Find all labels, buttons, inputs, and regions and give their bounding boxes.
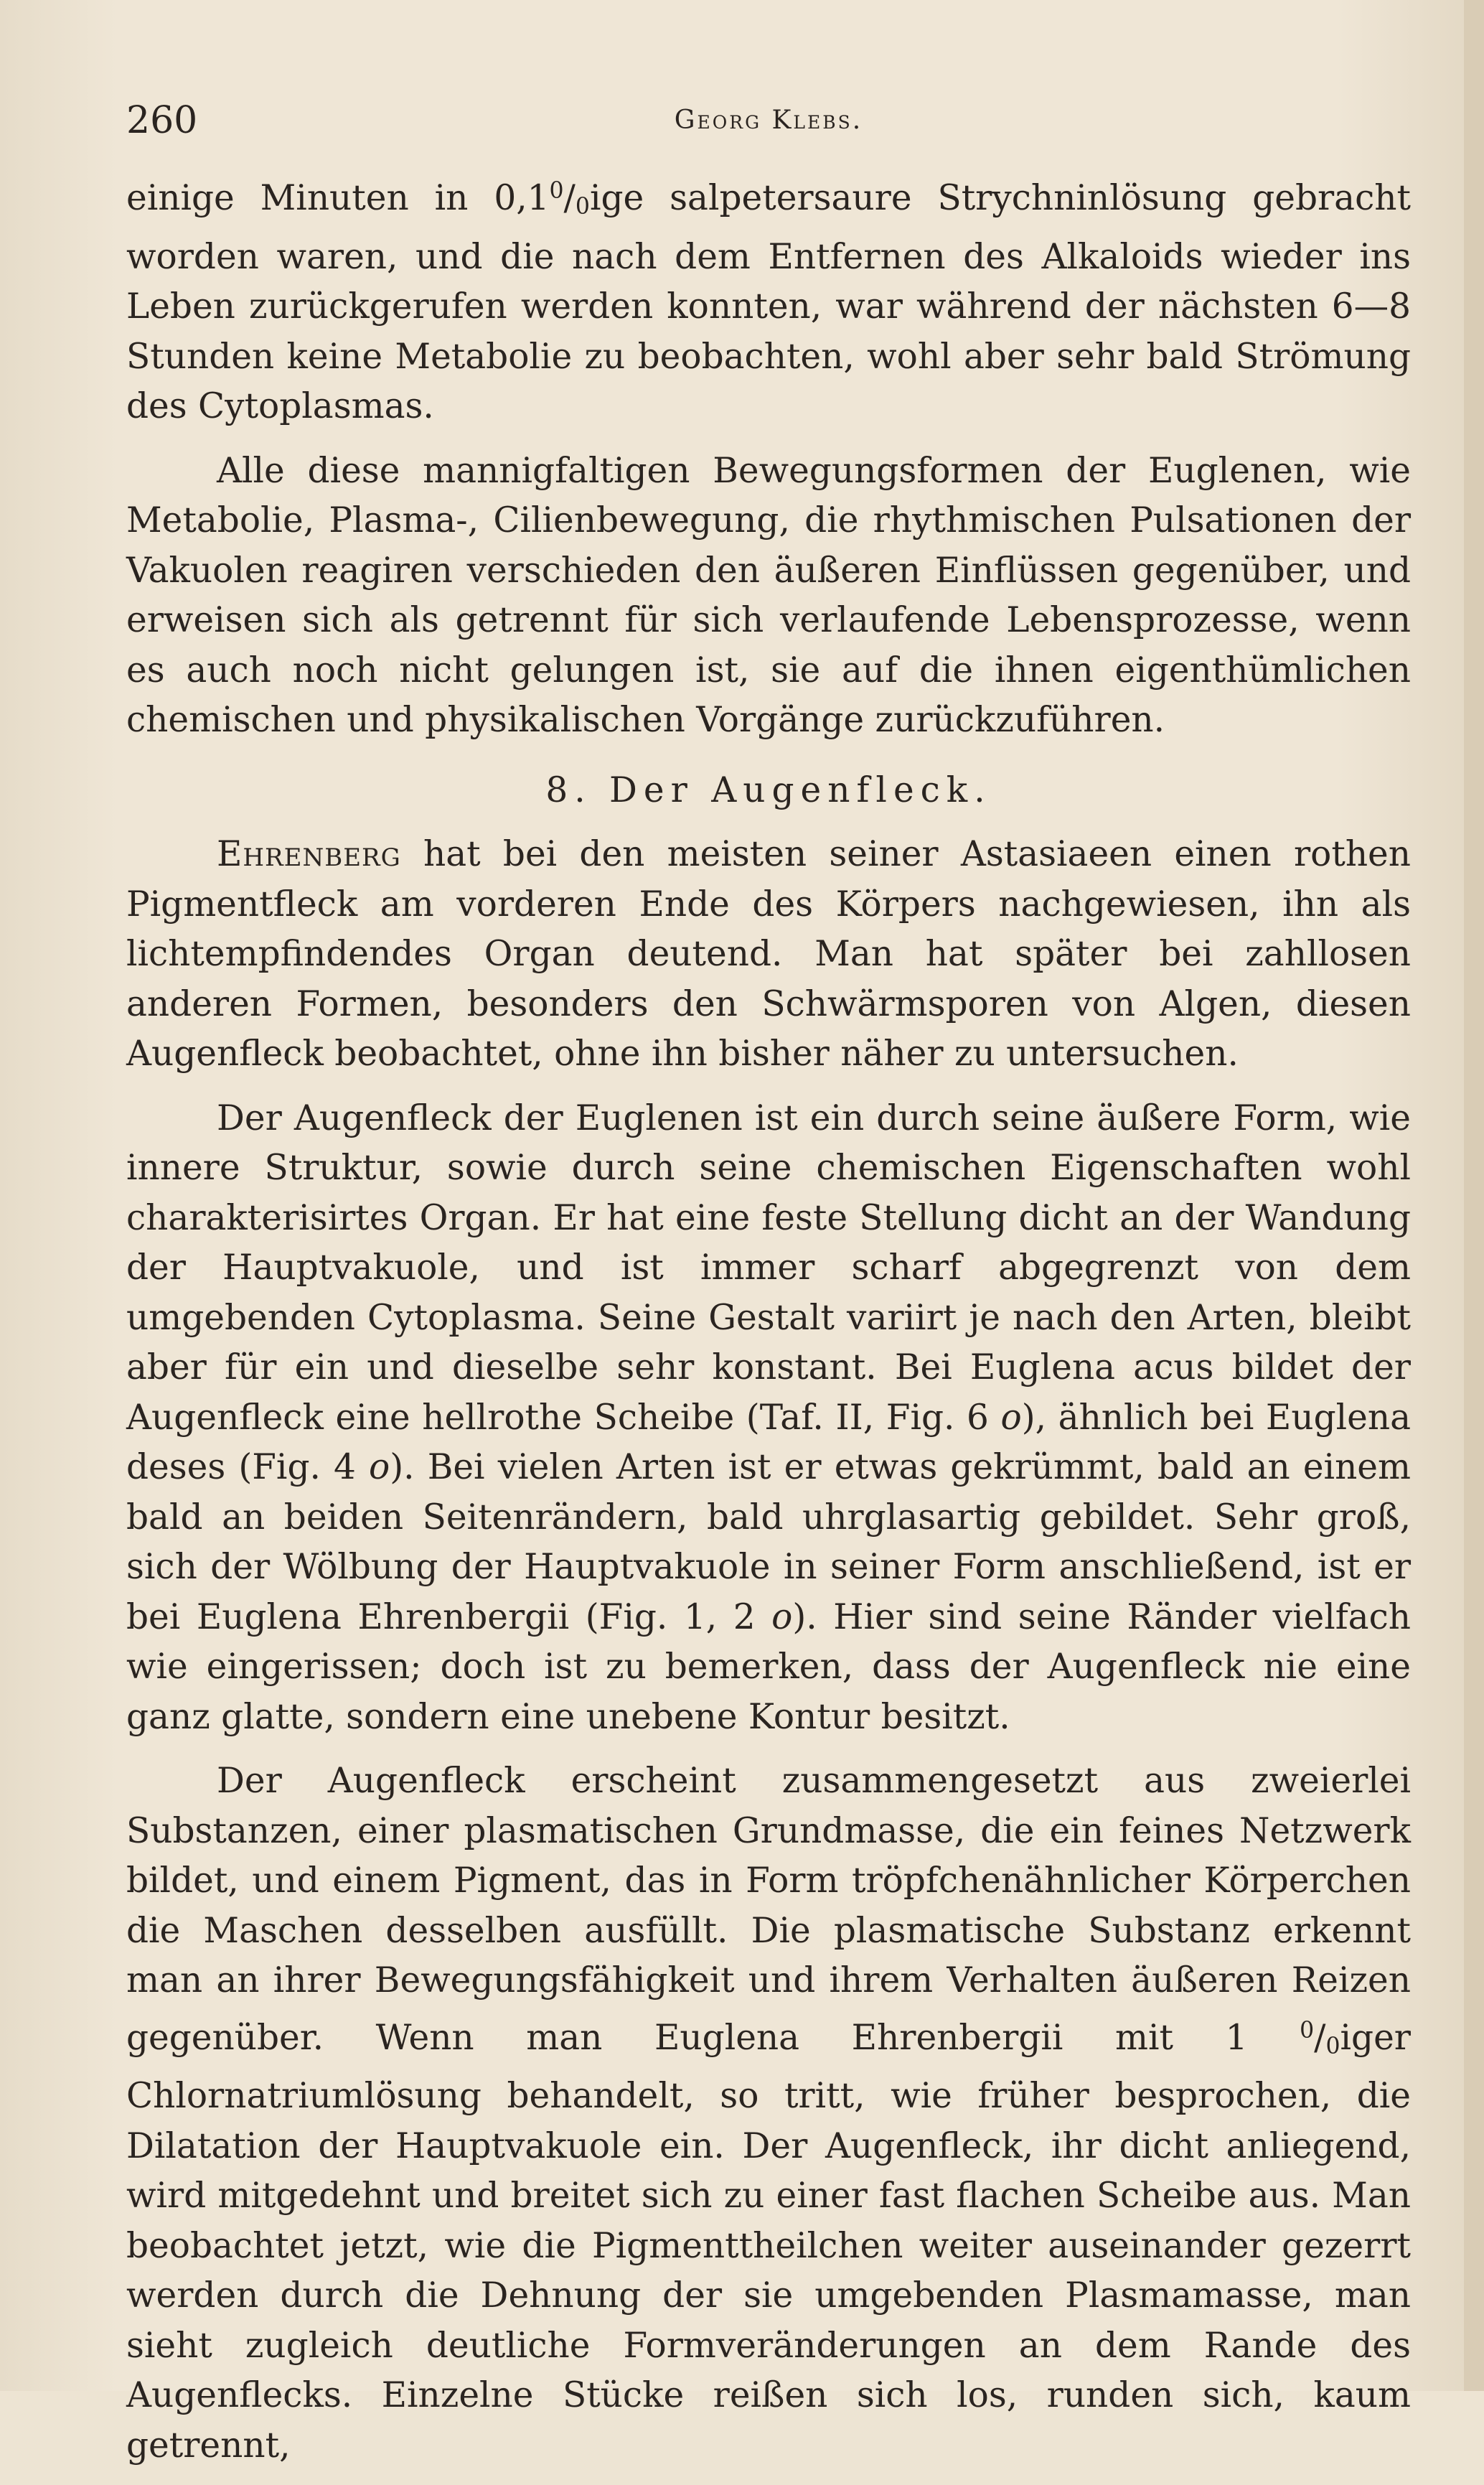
text-run: Der Augenfleck der Euglenen ist ein durch seine äußere Form, wie innere Struktur, sowie durch seine chemischen Eigenschaften wohl charakterisirtes Organ. Er hat eine feste Stellung dicht an der Wandung der Hauptvakuole, und ist immer scharf abgegrenzt von dem umgebenden Cytoplasma. Seine Gestalt variirt je nach den Arten, bleibt aber für ein und dieselbe sehr konstant. Bei Euglena acus bildet der Augenfleck eine hellrothe Scheibe (Taf. II, Fig. 6 — [126, 1098, 1411, 1438]
author-name-ehrenberg: Ehrenberg — [217, 834, 401, 875]
paragraph-bewegungsformen: Alle diese mannigfaltigen Bewegungsformen der Euglenen, wie Metabolie, Plasma-, Cilienbewegung, die rhythmischen Pulsationen der Vakuolen reagiren verschieden den äußeren Einflüssen gegenüber, und erweisen sich als getrennt für sich verlaufende Lebensprozesse, wenn es auch noch nicht gelungen ist, sie auf die ihnen eigenthümlichen chemischen und physikalischen Vorgänge zurückzuführen. — [126, 450, 1411, 741]
percent-sign-lower: 0 — [1325, 2033, 1340, 2059]
section-heading: 8. Der Augenfleck. — [545, 769, 992, 810]
page-header — [126, 92, 1411, 149]
percent-sign-lower: 0 — [575, 194, 590, 220]
percent-sign-slash: / — [1314, 2017, 1326, 2058]
text-run: ). Bei vielen Arten ist er etwas gekrümmt, bald an einem bald an beiden Seitenrändern, bald uhrglasartig gebildet. Sehr groß, sich der Wölbung der Hauptvakuole in seiner Form anschließend, ist er bei Euglena Ehrenbergii (Fig. 1, 2 — [126, 1447, 1411, 1637]
paragraph-strychnine — [126, 167, 1411, 432]
text-run: Der Augenfleck erscheint zusammengesetzt aus zweierlei Substanzen, einer plasmatischen Grundmasse, die ein feines Netzwerk bildet, und einem Pigment, das in Form tröpfchenähnlicher Körperchen die Maschen desselben ausfüllt. Die plasmatische Substanz erkennt man an ihrer Bewegungsfähigkeit und ihrem Verhalten äußeren Reizen gegenüber. Wenn man Euglena Ehrenbergii mit 1 — [126, 1761, 1411, 2058]
text-run: iger Chlornatriumlösung behandelt, so tritt, wie früher besprochen, die Dilatation der Hauptvakuole ein. Der Augenfleck, ihr dicht anliegend, wird mitgedehnt und breitet sich zu einer fast flachen Scheibe aus. Man beobachtet jetzt, wie die Pigmenttheilchen weiter auseinander gezerrt werden durch die Dehnung der sie umgebenden Plasmamasse, man sieht zugleich deutliche Formveränderungen an dem Rande des Augenflecks. Einzelne Stücke reißen sich los, runden sich, kaum getrennt, — [126, 2017, 1411, 2466]
running-head-author: Georg Klebs. — [674, 106, 863, 135]
figure-label-italic: o — [369, 1447, 390, 1488]
paragraph-ehrenberg — [126, 830, 1411, 1080]
body-text — [126, 167, 1411, 2485]
figure-label-italic: o — [1000, 1397, 1022, 1438]
percent-sign-upper: 0 — [549, 178, 564, 204]
percent-sign-slash: / — [563, 177, 576, 218]
paragraph-substanzen — [126, 1756, 1411, 2471]
text-run: ). Hier sind seine Ränder vielfach wie eingerissen; doch ist zu bemerken, dass der Augenfleck nie eine ganz glatte, sondern eine unebene Kontur besitzt. — [126, 1596, 1411, 1737]
page-edge-shadow — [1464, 0, 1484, 2391]
figure-label-italic: o — [771, 1596, 793, 1637]
text-run: ige salpetersaure Strychninlösung gebracht worden waren, und die nach dem Entfernen des Alkaloids wieder ins Leben zurückgerufen werden konnten, war während der nächsten 6—8 Stunden keine Metabolie zu beobachten, wohl aber sehr bald Strömung des Cytoplasmas. — [126, 177, 1411, 427]
text-run: ), ähnlich bei Euglena deses (Fig. 4 — [126, 1397, 1411, 1488]
percent-sign-upper: 0 — [1300, 2017, 1315, 2044]
text-run: einige Minuten in 0,1 — [126, 177, 550, 218]
text-run: hat bei den meisten seiner Astasiaeen einen rothen Pigmentfleck am vorderen Ende des Körpers nachgewiesen, ihn als lichtempfindendes Organ deutend. Man hat später bei zahllosen anderen Formen, besonders den Schwärmsporen von Algen, diesen Augenfleck beobachtet, ohne ihn bisher näher zu untersuchen. — [126, 834, 1411, 1075]
paragraph-augenfleck-form — [126, 1094, 1411, 1743]
page-number: 260 — [126, 99, 198, 142]
